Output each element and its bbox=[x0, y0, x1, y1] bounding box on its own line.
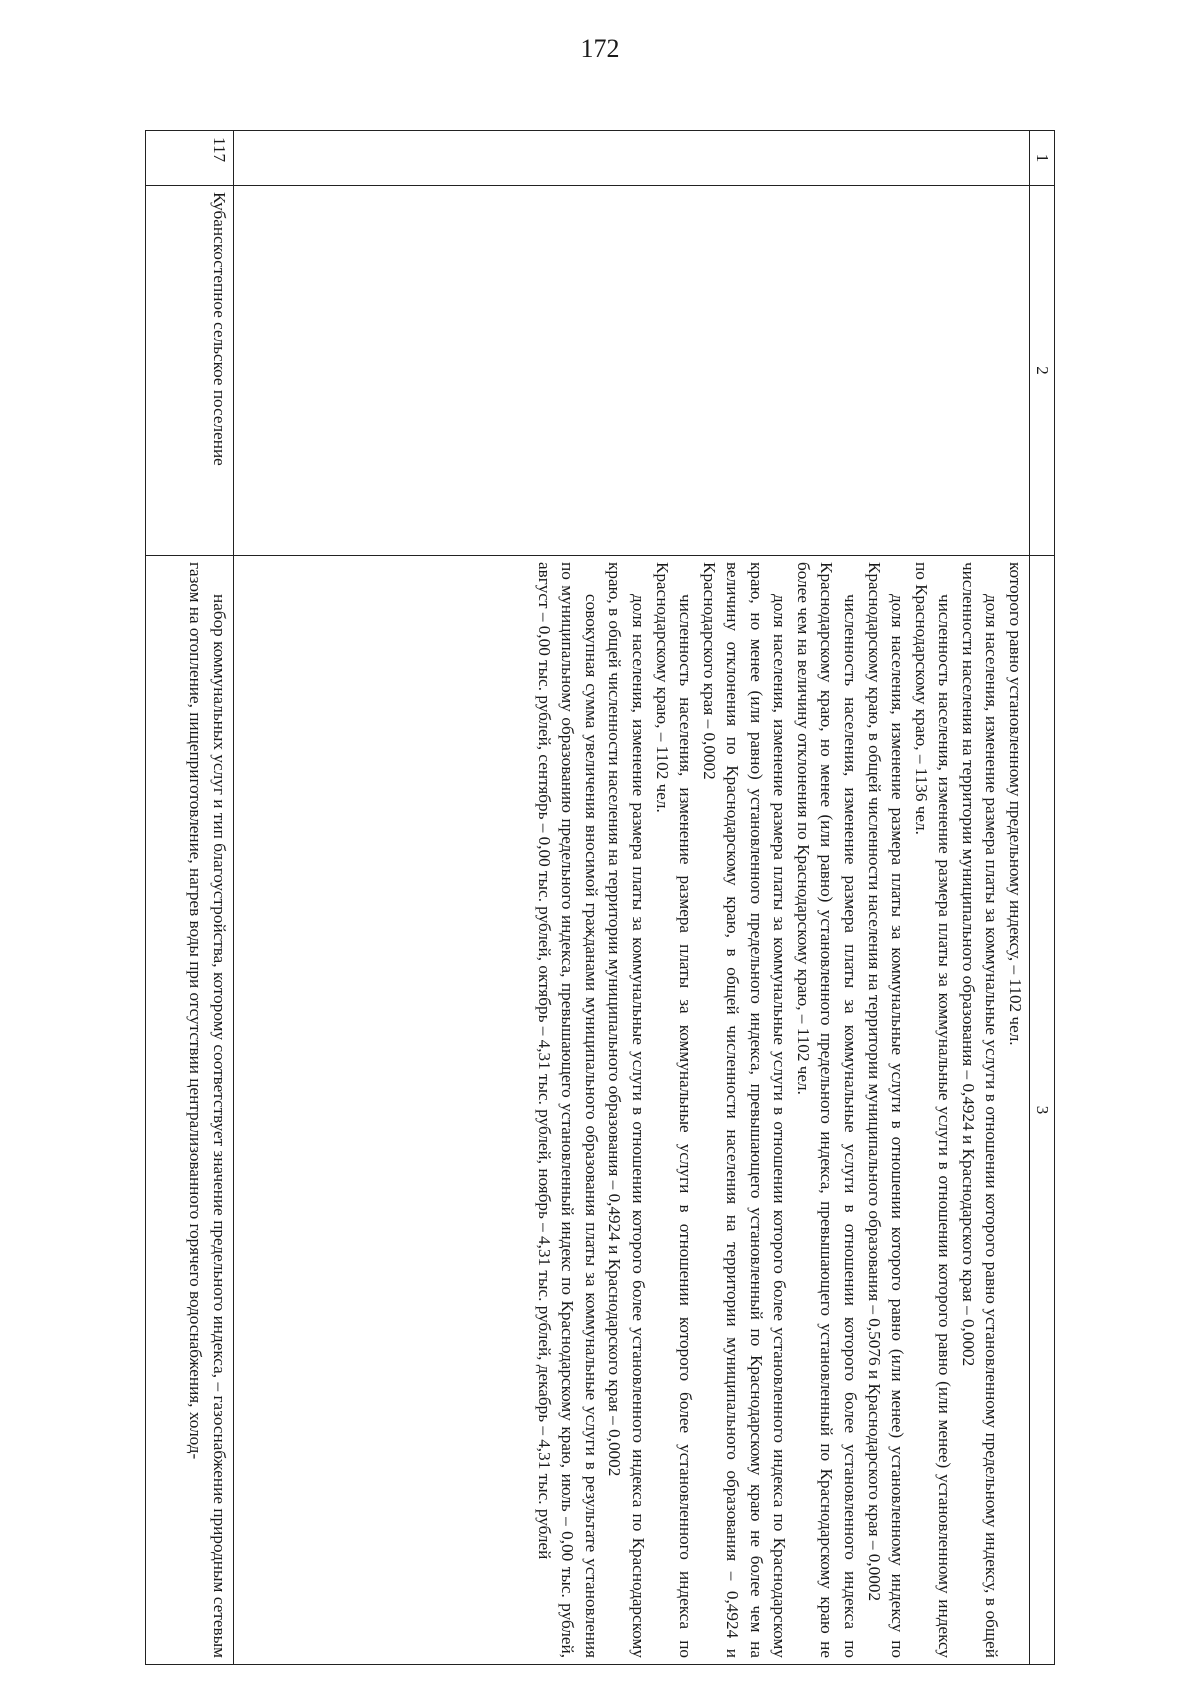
indicator-paragraph: которого равно установленному предельному индексу, – 1102 чел. bbox=[1006, 562, 1025, 1046]
settlement-name-cell bbox=[234, 186, 1030, 556]
column-header-1: 1 bbox=[1030, 131, 1055, 186]
table-row-117 bbox=[146, 131, 234, 1665]
indicator-paragraph: доля населения, изменение размера платы за коммунальные услуги в отношении которого равно (или менее) установленному индексу по Краснодарскому краю, в общей численности населения на территории муниципального образования – 0,5076 и Краснодарского края – 0,0002 bbox=[864, 562, 908, 1658]
table-row-continuation bbox=[234, 131, 1030, 1665]
indicators-cell bbox=[234, 556, 1030, 1665]
indicator-paragraph: совокупная сумма увеличения вносимой гражданами муниципального образования платы за коммунальные услуги в результате установления по муниципальному образованию предельного индекса, превышающего установленный индекс по Краснодарскому краю, июль – 0,00 тыс. рублей, август – 0,00 тыс. рублей, сентябрь – 0,00 тыс. рублей, октябрь – 4,31 тыс. рублей, ноябрь – 4,31 тыс. рублей, декабрь – 4,31 тыс. рублей bbox=[534, 562, 601, 1658]
indicator-paragraph: численность населения, изменение размера платы за коммунальные услуги в отношении которого более установленного индекса по Краснодарскому краю, но менее (или равно) установленного предельного индекса, превышающего установленный по Краснодарскому краю не более чем на величину отклонения по Краснодарскому краю, – 1102 чел. bbox=[793, 562, 861, 1658]
indicator-paragraph: набор коммунальных услуг и тип благоустройства, которому соответствует значение предельного индекса, – газоснабжение природным сетевым газом на отопление, пищеприготовление, нагрев воды при отсутствии централизованного горячего водоснабжения, холод- bbox=[186, 562, 229, 1658]
page-number: 172 bbox=[580, 34, 620, 63]
indicator-paragraph: доля населения, изменение размера платы за коммунальные услуги в отношении которого более установленного индекса по Краснодарскому краю, в общей численности населения на территории муниципального образования – 0,4924 и Краснодарского края – 0,0002 bbox=[605, 562, 648, 1658]
indicator-paragraph: численность населения, изменение размера платы за коммунальные услуги в отношении которого более установленного индекса по Краснодарскому краю, – 1102 чел. bbox=[652, 562, 696, 1658]
column-header-2: 2 bbox=[1030, 186, 1055, 556]
indicator-paragraph: доля населения, изменение размера платы за коммунальные услуги в отношении которого более установленного индекса по Краснодарскому краю, но менее (или равно) установленного предельного индекса, превышающего установленный по Краснодарскому краю не более чем на величину отклонения по Краснодарскому краю, в общей численности населения на территории муниципального образования – 0,4924 и Краснодарского края – 0,0002 bbox=[699, 562, 790, 1658]
indicators-cell bbox=[146, 556, 234, 1665]
rotated-table-sheet bbox=[145, 130, 1055, 1665]
table-header-row bbox=[1030, 131, 1055, 1665]
column-header-3: 3 bbox=[1030, 556, 1055, 1665]
row-number-cell bbox=[234, 131, 1030, 186]
indicator-paragraph: доля населения, изменение размера платы за коммунальные услуги в отношении которого равно установленному предельному индексу, в общей численности населения на территории муниципального образования – 0,4924 и Краснодарского края – 0,0002 bbox=[958, 562, 1002, 1658]
document-table bbox=[145, 130, 1055, 1665]
row-number-cell: 117 bbox=[146, 131, 234, 186]
settlement-name-cell: Кубанскостепное сельское поселение bbox=[146, 186, 234, 556]
indicator-paragraph: численность населения, изменение размера платы за коммунальные услуги в отношении которого равно (или менее) установленному индексу по Краснодарскому краю, – 1136 чел. bbox=[911, 562, 955, 1658]
